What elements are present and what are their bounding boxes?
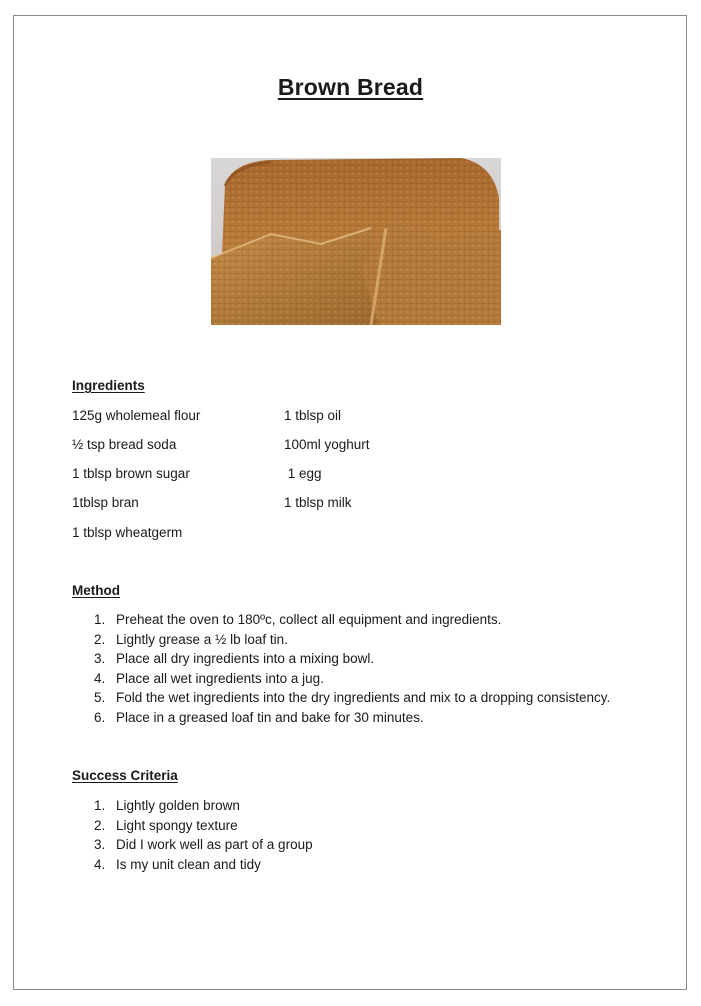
ingredients-heading: Ingredients	[72, 378, 145, 393]
step-number: 1.	[94, 612, 106, 627]
bread-photo	[211, 158, 501, 325]
ingredient-item: 1 tblsp oil	[284, 408, 342, 423]
step-text: Place all dry ingredients into a mixing bowl.	[116, 651, 375, 666]
step-text: Preheat the oven to 180ºc, collect all equipment and ingredients.	[116, 612, 502, 627]
page-title: Brown Bread	[277, 74, 424, 100]
step-text: Place in a greased loaf tin and bake for 30 minutes.	[116, 709, 424, 725]
criteria-text: Is my unit clean and tidy	[116, 856, 261, 872]
ingredient-item: 125g wholemeal flour	[72, 408, 201, 423]
step-number: 4.	[94, 670, 106, 686]
step-text: Lightly grease a ½ lb loaf tin.	[116, 631, 288, 647]
criteria-number: 1.	[94, 798, 106, 813]
ingredient-item: 1 tblsp brown sugar	[72, 466, 190, 481]
criteria-number: 4.	[94, 856, 106, 872]
step-number: 6.	[94, 709, 106, 725]
step-number: 3.	[94, 651, 106, 666]
criteria-number: 3.	[94, 837, 106, 852]
bread-illustration	[211, 158, 501, 325]
step-number: 2.	[94, 631, 106, 647]
criteria-number: 2.	[94, 817, 106, 833]
step-text: Fold the wet ingredients into the dry ingredients and mix to a dropping consistency.	[116, 690, 611, 705]
success-criteria-heading: Success Criteria	[72, 768, 178, 783]
method-heading: Method	[72, 583, 120, 598]
criteria-text: Lightly golden brown	[116, 798, 240, 813]
step-text: Place all wet ingredients into a jug.	[116, 670, 324, 686]
ingredient-item: ½ tsp bread soda	[72, 437, 177, 452]
criteria-text: Did I work well as part of a group	[116, 837, 313, 852]
ingredient-item: 1 tblsp wheatgerm	[72, 525, 183, 540]
ingredient-item: 1tblsp bran	[72, 495, 139, 510]
ingredient-item: 100ml yoghurt	[284, 437, 370, 452]
ingredient-item: 1 tblsp milk	[284, 495, 352, 510]
criteria-text: Light spongy texture	[116, 817, 238, 833]
ingredient-item: 1 egg	[284, 466, 322, 481]
step-number: 5.	[94, 690, 106, 705]
